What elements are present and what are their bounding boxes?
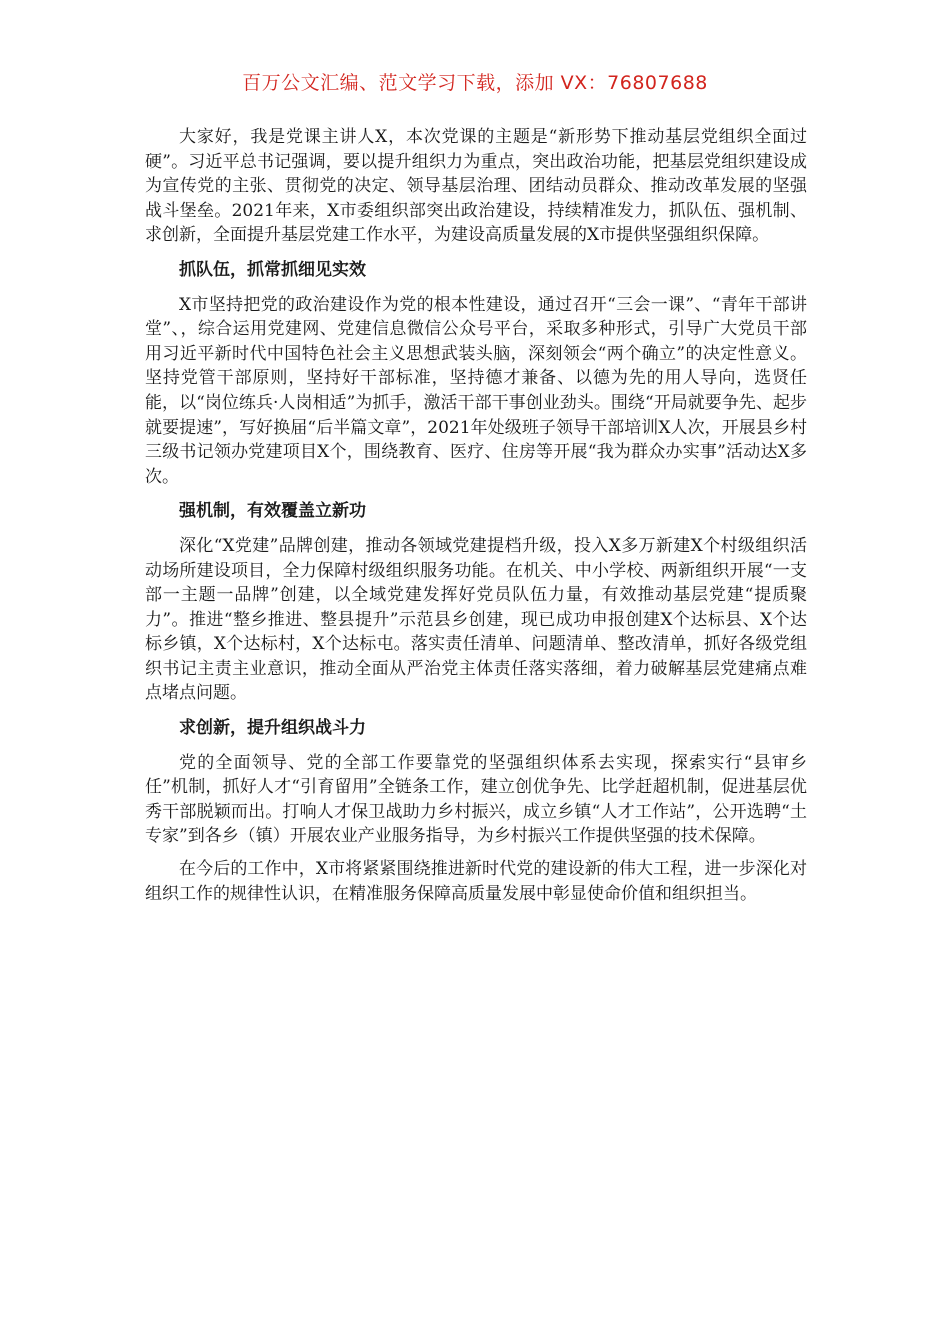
section-body-team: X市坚持把党的政治建设作为党的根本性建设，通过召开“三会一课”、“青年干部讲堂”、，综合运用党建网、党建信息微信公众号平台，采取多种形式，引导广大党员干部用习近平新时代中国特色社会主义思想武装头脑，深刻领会“两个确立”的决定性意义。坚持党管干部原则，坚持好干部标准，坚持德才兼备、以德为先的用人导向，选贤任能，以“岗位练兵·人岗相适”为抓手，激活干部干事创业劲头。围绕“开局就要争先、起步就要提速”，写好换届“后半篇文章”，2021年处级班子领导干部培训X人次，开展县乡村三级书记领办党建项目X个，围绕教育、医疗、住房等开展“我为群众办实事”活动达X多次。 [145, 294, 807, 487]
promo-banner: 百万公文汇编、范文学习下载，添加 VX：76807688 [242, 72, 708, 94]
section-heading-team: 抓队伍，抓常抓细见实效 [179, 259, 366, 280]
section-heading-mechanism: 强机制，有效覆盖立新功 [179, 501, 366, 522]
closing-paragraph: 在今后的工作中，X市将紧紧围绕推进新时代党的建设新的伟大工程，进一步深化对组织工作的规律性认识，在精准服务保障高质量发展中彰显使命价值和组织担当。 [145, 859, 807, 904]
paragraph-gap [145, 849, 807, 857]
section-body-innovation: 党的全面领导、党的全部工作要靠党的坚强组织体系去实现，探索实行“县审乡任”机制，抓好人才“引育留用”全链条工作，建立创优争先、比学赶超机制，促进基层优秀干部脱颖而出。打响人才保卫战助力乡村振兴，成立乡镇“人才工作站”，公开选聘“土专家”到各乡（镇）开展农业产业服务指导，为乡村振兴工作提供坚强的技术保障。 [145, 752, 807, 847]
intro-paragraph: 大家好，我是党课主讲人X，本次党课的主题是“新形势下推动基层党组织全面过硬”。习近平总书记强调，要以提升组织力为重点，突出政治功能，把基层党组织建设成为宣传党的主张、贯彻党的决定、领导基层治理、团结动员群众、推动改革发展的坚强战斗堡垒。2021年来，X市委组织部突出政治建设，持续精准发力，抓队伍、强机制、求创新，全面提升基层党建工作水平，为建设高质量发展的X市提供坚强组织保障。 [145, 127, 807, 246]
document-body [145, 125, 807, 906]
section-body-mechanism: 深化“X党建”品牌创建，推动各领域党建提档升级，投入X多万新建X个村级组织活动场所建设项目，全力保障村级组织服务功能。在机关、中小学校、两新组织开展“一支部一主题一品牌”创建，以全域党建发挥好党员队伍力量，有效推动基层党建“提质聚力”。推进“整乡推进、整县提升”示范县乡创建，现已成功申报创建X个达标县、X个达标乡镇，X个达标村，X个达标屯。落实责任清单、问题清单、整改清单，抓好各级党组织书记主责主业意识，推动全面从严治党主体责任落实落细，着力破解基层党建痛点难点堵点问题。 [145, 535, 807, 704]
section-heading-innovation: 求创新，提升组织战斗力 [179, 718, 366, 739]
